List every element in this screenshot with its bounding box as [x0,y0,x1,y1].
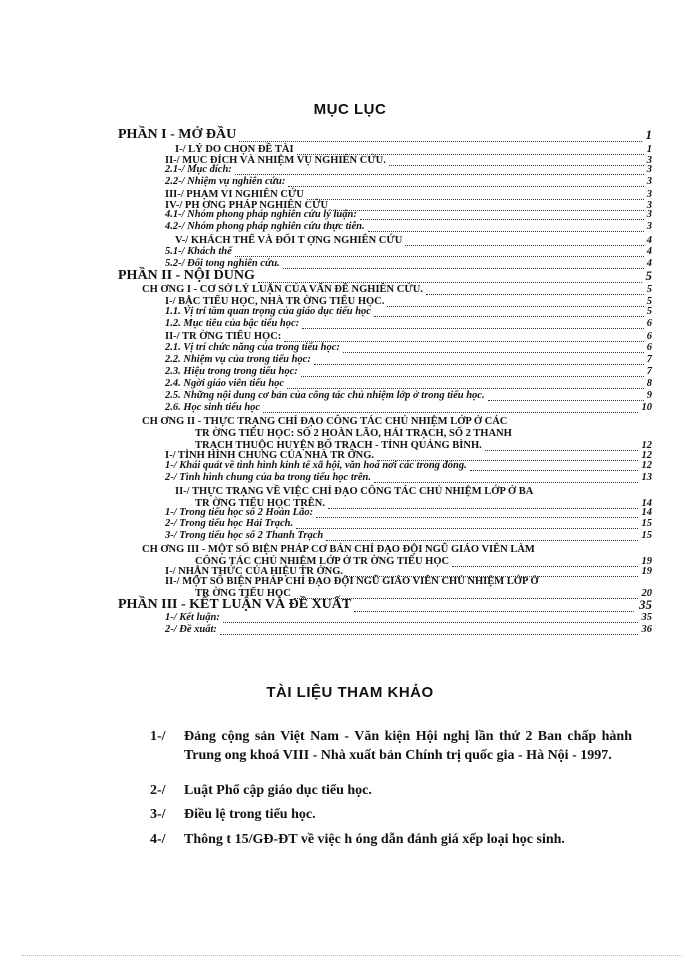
toc-entry-text: 3-/ Trong tiểu học số 2 Thanh Trạch [165,530,324,541]
toc-entry-text: 2.5. Những nội dung cơ bản của công tác chủ nhiệm lớp ở trong tiểu học. [165,390,485,401]
toc-page-number: 6 [646,342,652,353]
toc-dot-leader [374,482,638,483]
toc-dot-leader [223,622,638,623]
toc-page-number: 5 [646,306,652,317]
toc-entry-text: I-/ NHẬN THỨC CỦA HIỆU TR ỞNG. [165,566,344,577]
toc-page-number: 6 [646,331,652,342]
toc-page-number: 15 [641,530,652,541]
reference-text: Luật Phổ cập giáo dục tiểu học. [184,783,372,798]
toc-dot-leader [368,231,644,232]
toc-page-number: 3 [646,155,652,166]
page-divider [22,955,682,956]
toc-dot-leader [239,141,642,142]
toc-title: MỤC LỤC [313,101,387,118]
toc-entry-text: 2.2-/ Nhiệm vụ nghiên cứu: [165,176,286,187]
toc-dot-leader [326,540,638,541]
toc-entry-text: I-/ LÝ DO CHỌN ĐỀ TÀI [175,144,294,155]
toc-dot-leader [220,634,638,635]
toc-page-number: 14 [641,507,652,518]
toc-entry-text: IV-/ PH ƠNG PHÁP NGHIÊN CỨU [165,200,329,211]
toc-entry-text: PHẦN I - MỞ ĐẦU [118,127,237,142]
toc-entry-text: 1.1. Vị trí tầm quan trọng của giáo dục tiểu học [165,306,371,317]
toc-dot-leader [235,256,644,257]
toc-entry-continuation: TR ỜNG TIỂU HỌC: SỐ 2 HOÀN LÃO, HẢI TRẠCH, SỐ 2 THANH [195,428,512,439]
toc-entry-text: 2.3. Hiệu trong trong tiểu học: [165,366,298,377]
toc-page-number: 9 [646,390,652,401]
toc-page-number: 15 [641,518,652,529]
toc-page-number: 35 [641,612,652,623]
toc-entry-text: V-/ KHÁCH THỂ VÀ ĐỐI T ỢNG NGHIÊN CỨU [175,235,403,246]
toc-page-number: 4 [646,258,652,269]
toc-page-number: 10 [641,402,652,413]
toc-page-number: 1 [645,127,652,142]
toc-entry-continuation: TR ỜNG TIỂU HỌC [195,588,291,599]
toc-entry-text: 2.6. Học sinh tiểu học [165,402,261,413]
toc-entry [0,221,700,235]
toc-page-number: 3 [646,221,652,232]
toc-dot-leader [360,219,644,220]
toc-dot-leader [470,470,638,471]
toc-page-number: 8 [646,378,652,389]
toc-page-number: 3 [646,164,652,175]
toc-page-number: 20 [641,588,652,599]
toc-entry [0,486,700,509]
toc-dot-leader [488,400,644,401]
reference-number: 4-/ [150,832,166,847]
toc-entry [0,176,700,190]
toc-entry-text: 4.2-/ Nhóm phong pháp nghiên cứu thực tiễn. [165,221,365,232]
toc-page-number: 6 [646,318,652,329]
toc-entry-text: 1.2. Mục tiêu của bậc tiểu học: [165,318,300,329]
toc-entry-text: III-/ PHẠM VI NGHIÊN CỨU [165,189,304,200]
toc-page-number: 7 [646,366,652,377]
toc-entry [0,472,700,486]
toc-entry-text: CH ƠNG III - MỘT SỐ BIỆN PHÁP CƠ BẢN CHỈ ĐẠO ĐỘI NGŨ GIÁO VIÊN LÀM [142,544,535,555]
toc-entry-text: 2-/ Đề xuất: [165,624,217,635]
toc-dot-leader [288,186,644,187]
toc-dot-leader [283,268,644,269]
toc-page-number: 3 [646,176,652,187]
reference-text: Đảng cộng sản Việt Nam - Văn kiện Hội nghị lần thứ 2 Ban chấp hành Trung ong khoá VIII - Nhà xuất bản Chính trị quốc gia - Hà Nội - 1997. [184,729,632,763]
toc-entry [0,416,700,451]
toc-page-number: 19 [641,566,652,577]
toc-page-number: 13 [641,472,652,483]
toc-entry-text: 2-/ Trong tiểu học Hải Trạch. [165,518,294,529]
toc-page-number: 4 [646,246,652,257]
toc-entry [0,402,700,416]
toc-entry-text: 2.4. Ngời giáo viên tiểu học [165,378,285,389]
toc-page-number: 4 [646,235,652,246]
toc-dot-leader [235,174,644,175]
toc-entry-text: 1-/ Kết luận: [165,612,220,623]
toc-dot-leader [287,388,644,389]
toc-entry-text: I-/ TÌNH HÌNH CHUNG CỦA NHÀ TR ỜNG. [165,450,375,461]
reference-number: 2-/ [150,783,166,798]
toc-dot-leader [314,364,644,365]
toc-entry-continuation: CÔNG TÁC CHỦ NHIỆM LỚP Ở TR ỜNG TIỂU HỌC [195,556,450,567]
toc-entry [0,576,700,599]
toc-page-number: 12 [641,460,652,471]
toc-page-number: 35 [639,597,652,612]
toc-entry-text: II-/ MỘT SỐ BIỆN PHÁP CHỈ ĐẠO ĐỘI NGŨ GIÁO VIÊN CHỦ NHIỆM LỚP Ở [165,576,539,587]
toc-entry-text: 5.2-/ Đối tong nghiên cứu. [165,258,280,269]
toc-dot-leader [296,528,638,529]
toc-entry-text: 4.1-/ Nhóm phong pháp nghiên cứu lý luận: [165,209,357,220]
toc-page-number: 5 [646,284,652,295]
toc-page-number: 36 [641,624,652,635]
reference-number: 3-/ [150,807,166,822]
toc-page-number: 14 [641,498,652,509]
toc-entry-text: 2.1. Vị trí chức năng của trong tiểu học: [165,342,340,353]
toc-entry [0,624,700,638]
toc-page-number: 3 [646,209,652,220]
toc-entry-text: CH ƠNG II - THỰC TRẠNG CHỈ ĐẠO CÔNG TÁC CHỦ NHIỆM LỚP Ở CÁC [142,416,508,427]
toc-entry-text: 1-/ Khái quát về tình hình kinh tế xã hội, văn hoá nơi các trong đóng. [165,460,467,471]
toc-entry-text: CH ƠNG I - CƠ SỞ LÝ LUẬN CỦA VẤN ĐỀ NGHIÊN CỨU. [142,284,423,295]
toc-dot-leader [426,294,644,295]
toc-page-number: 3 [646,200,652,211]
reference-number: 1-/ [150,729,166,744]
references-title: TÀI LIỆU THAM KHẢO [266,684,434,701]
toc-page-number: 1 [646,144,652,155]
toc-page-number: 5 [645,268,652,283]
toc-part-entry [0,127,700,144]
toc-page-number: 7 [646,354,652,365]
toc-entry-text: PHẦN II - NỘI DUNG [118,268,255,283]
toc-dot-leader [258,282,642,283]
toc-entry-text: II-/ MỤC ĐÍCH VÀ NHIỆM VỤ NGHIÊN CỨU. [165,155,386,166]
toc-entry-continuation: TRẠCH THUỘC HUYỆN BỐ TRẠCH - TỈNH QUẢNG BÌNH. [195,440,482,451]
toc-dot-leader [343,352,644,353]
toc-entry-text: 5.1-/ Khách thể [165,246,232,257]
toc-entry-text: 2.1-/ Mục đích: [165,164,232,175]
toc-dot-leader [301,376,644,377]
toc-part-entry [0,268,700,285]
toc-entry-text: 2.2. Nhiệm vụ của trong tiểu học: [165,354,311,365]
toc-entry [0,530,700,544]
toc-page-number: 19 [641,556,652,567]
toc-page-number: 12 [641,450,652,461]
toc-entry [0,258,700,272]
toc-page-number: 12 [641,440,652,451]
toc-entry-text: II-/ TR ỜNG TIỂU HỌC: [165,331,282,342]
reference-text: Điều lệ trong tiểu học. [184,807,316,822]
toc-entry-text: PHẦN III - KẾT LUẬN VÀ ĐỀ XUẤT [118,597,352,612]
toc-page-number: 5 [646,296,652,307]
toc-page-number: 3 [646,189,652,200]
toc-entry-text: I-/ BẬC TIỂU HỌC, NHÀ TR ỜNG TIỂU HỌC. [165,296,385,307]
toc-entry-continuation: TR ỜNG TIỂU HỌC TRÊN. [195,498,326,509]
toc-entry [0,318,700,332]
toc-dot-leader [263,412,638,413]
toc-dot-leader [374,316,644,317]
toc-dot-leader [302,328,644,329]
toc-entry-text: 1-/ Trong tiểu học số 2 Hoàn Lão: [165,507,314,518]
toc-entry-text: II-/ THỰC TRẠNG VỀ VIỆC CHỈ ĐẠO CÔNG TÁC CHỦ NHIỆM LỚP Ở BA [175,486,534,497]
toc-entry-text: 2-/ Tình hình chung của ba trong tiểu học trên. [165,472,371,483]
toc-entry [0,544,700,567]
reference-text: Thông t 15/GĐ-ĐT về việc h óng dẫn đánh giá xếp loại học sinh. [184,832,565,847]
